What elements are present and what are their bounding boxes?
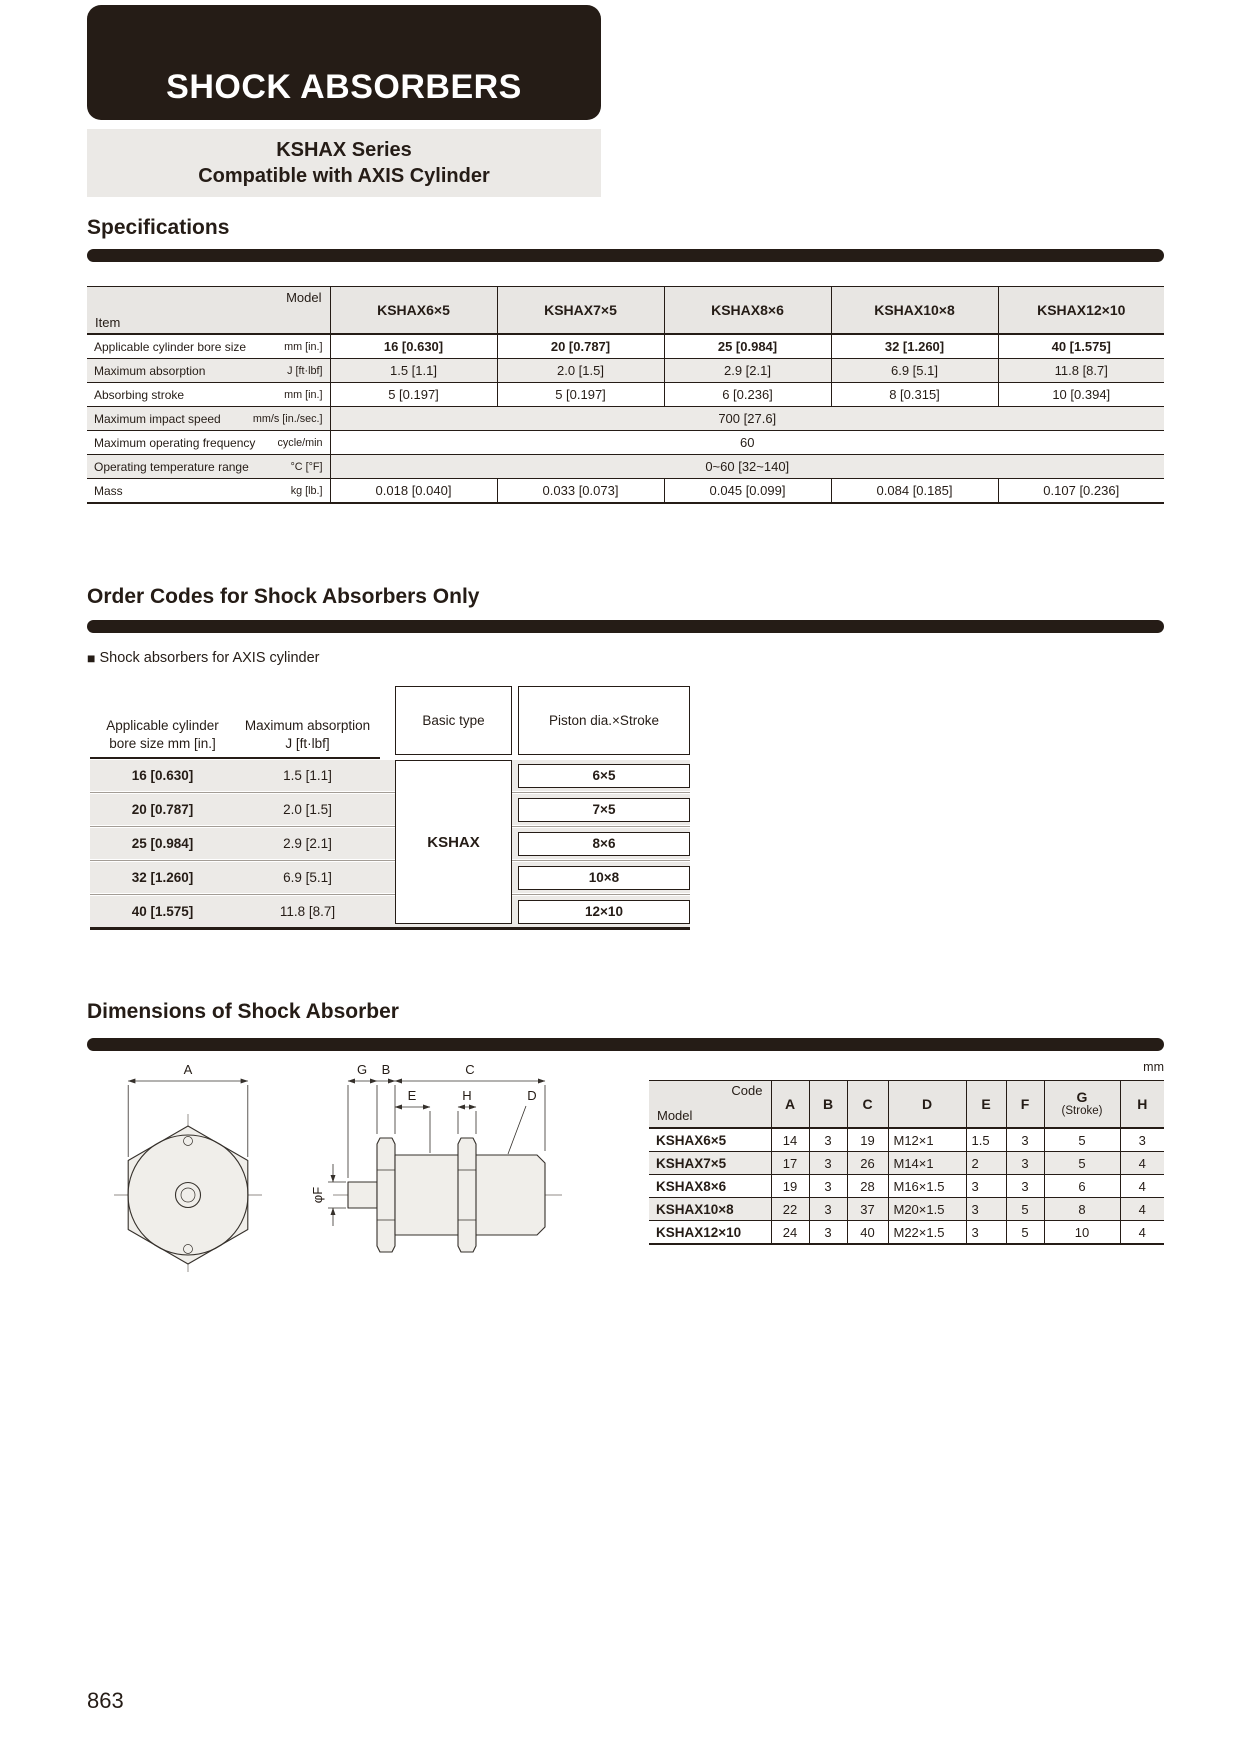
spec-value: 32 [1.260] [831,334,998,359]
order-table-bottom-rule [90,927,690,930]
dim-label-e: E [407,1088,417,1103]
spec-corner-item-label: Item [95,315,121,330]
dims-value-cell: M12×1 [888,1128,966,1152]
order-bore-value: 25 [0.984] [131,836,194,851]
dims-corner-cell [649,1081,771,1129]
spec-value: 8 [0.315] [831,383,998,407]
square-bullet-icon: ■ [87,650,96,666]
dims-row [649,1152,1164,1175]
dims-value-cell: 10 [1044,1221,1120,1245]
dims-column-letter: B [822,1095,834,1112]
spec-value-span: 60 [330,431,1164,455]
order-codes-table [90,686,690,936]
spec-value: 40 [1.575] [998,334,1164,359]
dims-model-cell: KSHAX7×5 [649,1152,771,1175]
spec-model-header: KSHAX6×5 [330,287,497,335]
dims-column-letter: H [1137,1095,1148,1112]
spec-row [87,479,1164,504]
spec-row-label: Maximum operating frequency [94,435,256,450]
specifications-heading: Specifications [87,216,230,239]
spec-model-header: KSHAX10×8 [831,287,998,335]
dims-value-cell: 22 [771,1198,809,1221]
spec-row-unit: cycle/min [277,436,323,449]
dimensions-heading: Dimensions of Shock Absorber [87,1000,399,1023]
spec-value-span: 700 [27.6] [330,407,1164,431]
order-row [90,862,690,893]
order-row [90,794,690,825]
dims-row [649,1198,1164,1221]
dims-value-cell: 3 [1006,1175,1044,1198]
order-codes-heading: Order Codes for Shock Absorbers Only [87,585,480,608]
spec-row [87,431,1164,455]
spec-value: 11.8 [8.7] [998,359,1164,383]
specifications-table [87,286,1164,504]
page-number: 863 [87,1688,124,1713]
series-compatibility: Compatible with AXIS Cylinder [198,165,490,187]
dims-value-cell: 17 [771,1152,809,1175]
spec-row-label: Maximum absorption [94,363,206,378]
dims-corner-code-label: Code [731,1083,763,1098]
dims-value-cell: 3 [966,1198,1006,1221]
dims-value-cell: 14 [771,1128,809,1152]
order-row [90,896,690,927]
spec-row-unit: mm/s [in./sec.] [252,412,323,425]
dims-value-cell: 19 [771,1175,809,1198]
spec-row-label-cell [87,334,330,359]
spec-value: 5 [0.197] [497,383,664,407]
dims-column-letter: C [862,1095,873,1112]
spec-row [87,407,1164,431]
dims-column-header [888,1081,966,1129]
dims-value-cell: 4 [1120,1198,1164,1221]
spec-row-label-cell [87,431,330,455]
side-view-drawing [310,1062,562,1252]
dims-column-letter: A [784,1095,796,1112]
order-absorption-value: 2.0 [1.5] [283,802,332,817]
spec-model-header: KSHAX8×6 [664,287,831,335]
dims-value-cell: 1.5 [966,1128,1006,1152]
series-banner [87,129,601,197]
order-row [90,828,690,859]
dims-value-cell: 5 [1044,1128,1120,1152]
dims-value-cell: 24 [771,1221,809,1245]
spec-row-label: Mass [94,483,123,498]
dims-value-cell: 5 [1044,1152,1120,1175]
spec-row-label-cell [87,359,330,383]
spec-value: 25 [0.984] [664,334,831,359]
dims-value-cell: 40 [847,1221,888,1245]
dims-value-cell: 4 [1120,1221,1164,1245]
dims-column-header [847,1081,888,1129]
spec-row-label-cell [87,479,330,504]
dims-value-cell: 3 [809,1175,847,1198]
spec-value: 6.9 [5.1] [831,359,998,383]
dims-column-header [1044,1081,1120,1129]
dims-column-header [1120,1081,1164,1129]
order-col-absorption-header [235,686,380,755]
piston-stroke-box: 12×10 [518,900,690,924]
dims-value-cell: 3 [1006,1152,1044,1175]
basic-type-header-box: Basic type [395,686,512,755]
dims-column-header [771,1081,809,1129]
dim-label-h: H [462,1088,472,1103]
title-banner [87,5,601,120]
dims-column-letter: E [981,1095,991,1112]
dims-value-cell: 5 [1006,1221,1044,1245]
dims-value-cell: M14×1 [888,1152,966,1175]
order-bore-value: 32 [1.260] [131,870,194,885]
spec-value: 2.9 [2.1] [664,359,831,383]
spec-header-row [87,287,1164,335]
dims-column-letter: G [1076,1089,1088,1106]
spec-row-unit: J [ft·lbf] [287,364,323,377]
dims-value-cell: 8 [1044,1198,1120,1221]
dims-column-letter: F [1020,1095,1030,1112]
dims-corner-model-label: Model [657,1108,693,1124]
spec-value-span: 0~60 [32~140] [330,455,1164,479]
section-divider-bar [87,1038,1164,1051]
spec-corner-cell [87,287,330,335]
spec-value: 0.084 [0.185] [831,479,998,504]
order-col-absorption-header-line1: Maximum absorption [244,717,371,733]
spec-value: 0.033 [0.073] [497,479,664,504]
piston-stroke-box: 8×6 [518,832,690,856]
dims-value-cell: 3 [809,1152,847,1175]
spec-row-label: Maximum impact speed [94,411,221,426]
spec-value: 6 [0.236] [664,383,831,407]
dims-value-cell: 3 [1006,1128,1044,1152]
section-divider-bar [87,620,1164,633]
dims-value-cell: M16×1.5 [888,1175,966,1198]
spec-row [87,455,1164,479]
spec-value: 2.0 [1.5] [497,359,664,383]
order-col-bore-header-line1: Applicable cylinder [106,717,219,733]
dims-value-cell: 28 [847,1175,888,1198]
section-divider-bar [87,249,1164,262]
order-col-bore-header-line2: bore size mm [in.] [109,735,216,751]
spec-row-label: Absorbing stroke [94,387,185,402]
dims-row [649,1175,1164,1198]
order-absorption-value: 11.8 [8.7] [279,904,336,919]
order-absorption-value: 6.9 [5.1] [283,870,332,885]
order-absorption-value: 1.5 [1.1] [283,768,332,783]
spec-model-header: KSHAX7×5 [497,287,664,335]
spec-row-unit: mm [in.] [284,340,323,353]
dims-header-row [649,1081,1164,1129]
spec-row-label-cell [87,455,330,479]
dims-column-sub: (Stroke) [1061,1105,1103,1118]
series-name: KSHAX Series [276,139,412,161]
dims-column-header [966,1081,1006,1129]
spec-model-header: KSHAX12×10 [998,287,1164,335]
dim-label-c: C [465,1062,475,1077]
dim-label-d: D [527,1088,537,1103]
spec-corner-model-label: Model [286,290,322,305]
spec-value: 1.5 [1.1] [330,359,497,383]
dims-row [649,1221,1164,1245]
spec-row-label-cell [87,383,330,407]
dim-label-a: A [183,1062,193,1077]
dims-value-cell: 6 [1044,1175,1120,1198]
order-note [87,650,320,666]
order-row [90,760,690,791]
front-view-drawing [114,1062,262,1272]
page-title: SHOCK ABSORBERS [166,68,522,106]
order-col-absorption-header-line2: J [ft·lbf] [285,735,330,751]
dims-value-cell: 3 [966,1175,1006,1198]
dims-column-header [1006,1081,1044,1129]
spec-value: 20 [0.787] [497,334,664,359]
dims-value-cell: 19 [847,1128,888,1152]
dims-value-cell: 37 [847,1198,888,1221]
order-table-top-rule [90,757,380,759]
order-table-rows [90,760,690,930]
dims-model-cell: KSHAX8×6 [649,1175,771,1198]
dims-model-cell: KSHAX12×10 [649,1221,771,1245]
spec-value: 0.018 [0.040] [330,479,497,504]
spec-row [87,359,1164,383]
dims-value-cell: 3 [809,1221,847,1245]
dims-value-cell: M22×1.5 [888,1221,966,1245]
dims-value-cell: 5 [1006,1198,1044,1221]
dimensions-table [649,1080,1164,1245]
piston-stroke-box: 6×5 [518,764,690,788]
piston-stroke-box: 10×8 [518,866,690,890]
dims-model-cell: KSHAX6×5 [649,1128,771,1152]
dim-label-g: G [356,1062,368,1077]
dim-label-b: B [381,1062,391,1077]
dims-value-cell: 3 [966,1221,1006,1245]
spec-row-label-cell [87,407,330,431]
dims-value-cell: 3 [809,1128,847,1152]
unit-note: mm [1143,1060,1164,1074]
spec-value: 5 [0.197] [330,383,497,407]
dims-column-header [809,1081,847,1129]
order-col-bore-header [90,686,235,755]
spec-row-unit: kg [lb.] [290,484,323,497]
dims-column-letter: D [921,1095,933,1112]
dimension-drawing [100,1060,580,1275]
dims-row [649,1128,1164,1152]
dim-label-f: φF [310,1186,325,1204]
spec-value: 16 [0.630] [330,334,497,359]
spec-value: 0.045 [0.099] [664,479,831,504]
spec-row-label: Applicable cylinder bore size [94,339,247,354]
dims-value-cell: 4 [1120,1175,1164,1198]
spec-row [87,334,1164,359]
order-bore-value: 40 [1.575] [131,904,194,919]
dims-model-cell: KSHAX10×8 [649,1198,771,1221]
order-bore-value: 16 [0.630] [131,768,194,783]
spec-row-label: Operating temperature range [94,459,249,474]
dims-value-cell: 4 [1120,1152,1164,1175]
piston-stroke-box: 7×5 [518,798,690,822]
dims-value-cell: 3 [1120,1128,1164,1152]
spec-value: 0.107 [0.236] [998,479,1164,504]
order-bore-value: 20 [0.787] [131,802,194,817]
dims-value-cell: 3 [809,1198,847,1221]
dims-value-cell: M20×1.5 [888,1198,966,1221]
dims-value-cell: 26 [847,1152,888,1175]
spec-row-unit: °C [°F] [290,460,323,473]
spec-row [87,383,1164,407]
order-note-text: Shock absorbers for AXIS cylinder [99,650,320,666]
spec-row-unit: mm [in.] [284,388,323,401]
dims-value-cell: 2 [966,1152,1006,1175]
spec-value: 10 [0.394] [998,383,1164,407]
basic-type-value-box: KSHAX [395,760,512,924]
order-absorption-value: 2.9 [2.1] [283,836,332,851]
piston-stroke-header-box: Piston dia.×Stroke [518,686,690,755]
